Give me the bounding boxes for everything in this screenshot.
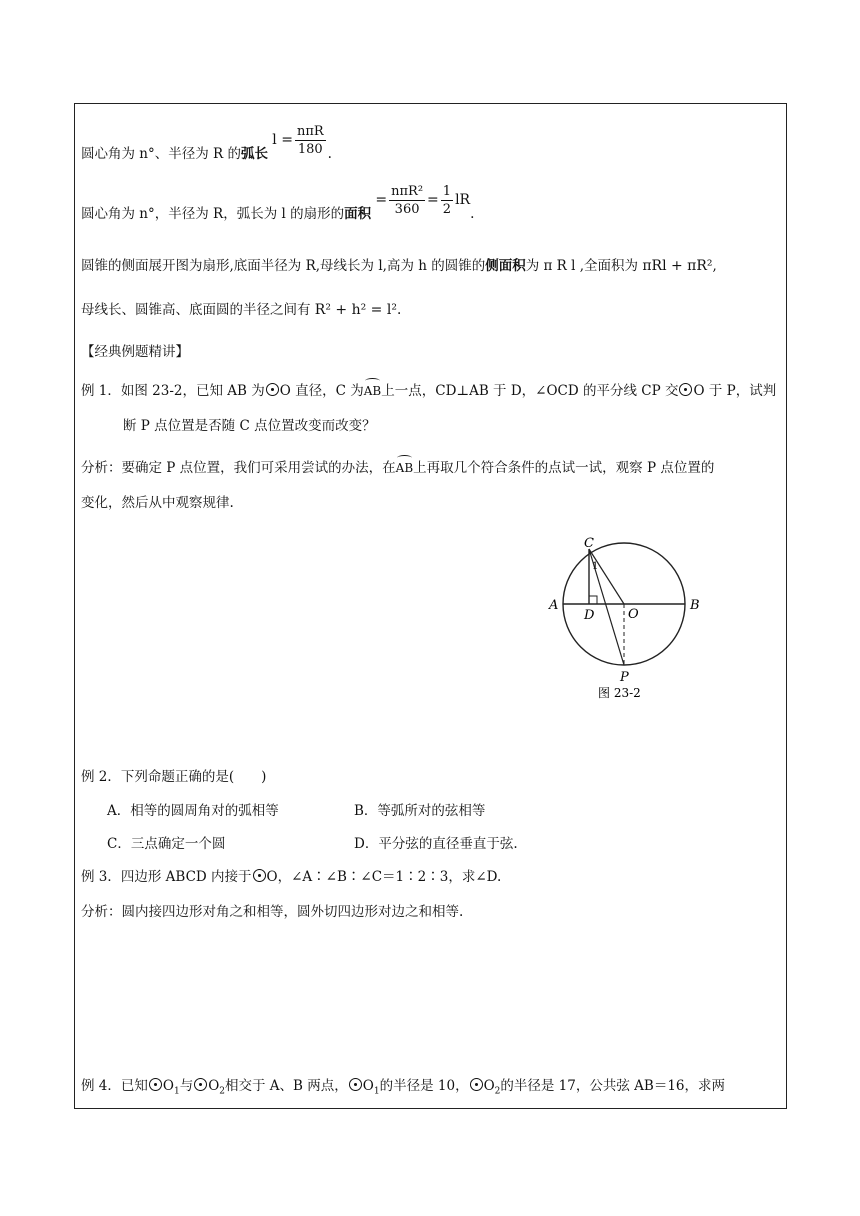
circle-dot-icon xyxy=(194,1078,207,1091)
example1-line2: 断 P 点位置是否随 C 点位置改变而改变？ xyxy=(123,418,376,434)
example4: 例 4．已知 $O_1$与 $O_2$相交于 A、B 两点， $O_1$的半径是 10， $O_2$的半径是 17，公共弦 AB＝16，求两 xyxy=(81,1078,725,1097)
label-a: A xyxy=(549,598,559,613)
geometry-figure xyxy=(540,532,720,707)
section-title: 【经典例题精讲】 xyxy=(81,344,189,360)
cone-relation-line: 母线长、圆锥高、底面圆的半径之间有 R² + h² = l². xyxy=(81,302,402,318)
circle-dot-icon xyxy=(266,383,279,396)
label-b: B xyxy=(690,598,700,613)
fraction: $\frac{1}{2}$ xyxy=(442,184,452,217)
arc-length-formula: 圆心角为 n°、半径为 R 的弧长 l = $\frac{\text{nπR}}{180}$ . xyxy=(81,124,332,162)
analysis3: 分析：圆内接四边形对角之和相等，圆外切四边形对边之和相等. xyxy=(81,904,464,920)
example1-line1: 例 1．如图 23-2，已知 AB 为 O 直径，C 为AB上一点，CD⊥AB 于 D，∠OCD 的平分线 CP 交 O 于 P，试判 xyxy=(81,383,777,399)
circle-dot-icon xyxy=(349,1078,362,1091)
figure-caption: 图 23-2 xyxy=(598,686,641,700)
arc-symbol: AB xyxy=(364,381,381,401)
example3: 例 3．四边形 ABCD 内接于 O，∠A∶∠B∶∠C＝1∶2∶3，求∠D. xyxy=(81,869,502,885)
label-p: P xyxy=(620,670,629,685)
right-angle-mark xyxy=(589,596,597,604)
circle-dot-icon xyxy=(679,383,692,396)
example2-option-d: D．平分弦的直径垂直于弦. xyxy=(354,836,518,852)
cone-area-line: 圆锥的侧面展开图为扇形,底面半径为 R,母线长为 l,高为 h 的圆锥的侧面积为 π R l ,全面积为 πRl + πR², xyxy=(81,258,717,274)
label-angle-1: 1 xyxy=(592,561,599,572)
circle-dot-icon xyxy=(253,869,266,882)
fraction: $\frac{\text{nπR}}{180}$ xyxy=(296,124,324,157)
analysis1-line2: 变化，然后从中观察规律. xyxy=(81,495,234,511)
fraction: $\frac{\text{nπR²}}{360}$ xyxy=(391,184,424,217)
example2-question: 例 2．下列命题正确的是( ) xyxy=(81,769,267,785)
label-d: D xyxy=(584,608,595,623)
example2-option-b: B．等弧所对的弦相等 xyxy=(354,803,486,819)
sector-area-formula: 圆心角为 n°，半径为 R，弧长为 l 的扇形的面积 = $\frac{\text{nπR²}}{360}$ = $\frac{1}{2}$ lR. xyxy=(81,184,475,222)
label-o: O xyxy=(628,607,639,622)
circle-dot-icon xyxy=(470,1078,483,1091)
example2-option-c: C．三点确定一个圆 xyxy=(107,836,226,852)
arc-symbol: AB xyxy=(396,458,413,478)
analysis1-line1: 分析：要确定 P 点位置，我们可采用尝试的办法，在AB上再取几个符合条件的点试一试，观察 P 点位置的 xyxy=(81,460,715,476)
example2-option-a: A．相等的圆周角对的弧相等 xyxy=(107,803,279,819)
label-c: C xyxy=(584,536,594,551)
circle-dot-icon xyxy=(149,1078,162,1091)
